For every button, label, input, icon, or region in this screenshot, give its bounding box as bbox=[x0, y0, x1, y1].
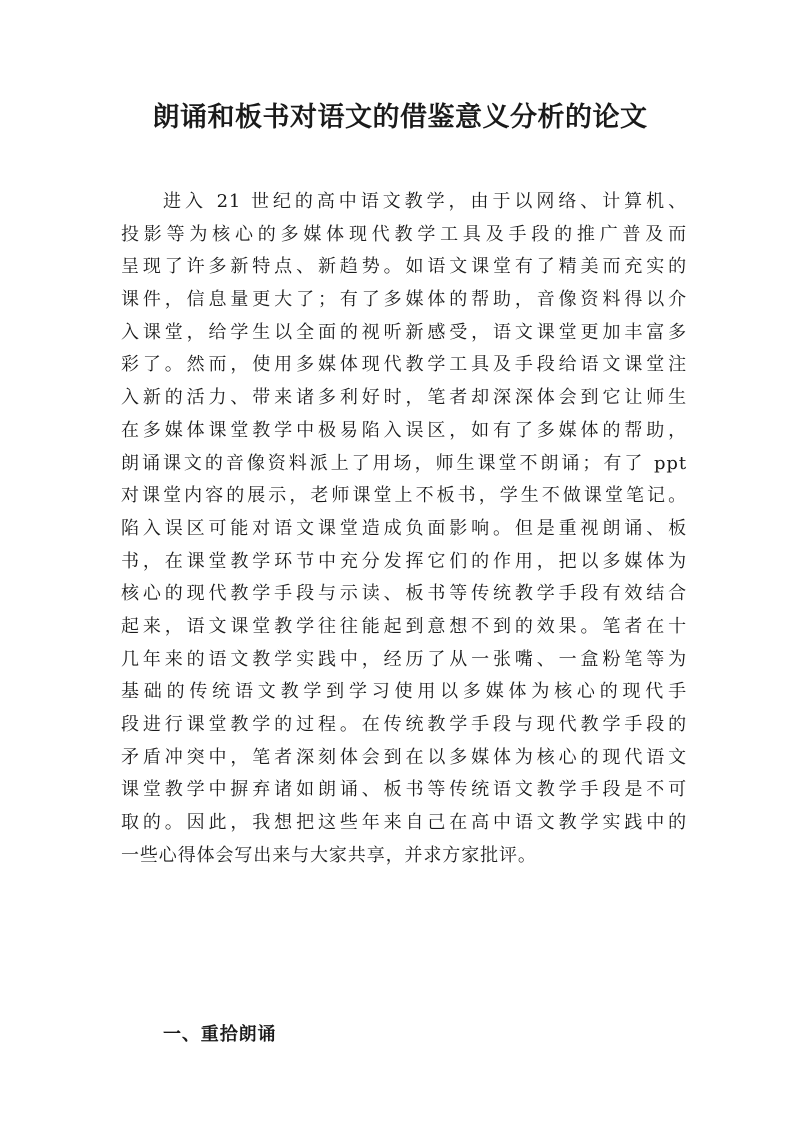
paragraph-line: 一些心得体会写出来与大家共享，并求方家批评。 bbox=[121, 844, 537, 866]
intro-paragraph bbox=[121, 186, 687, 872]
paragraph-line: 核心的现代教学手段与示读、板书等传统教学手段有效结合 bbox=[121, 583, 687, 605]
paragraph-line: 书，在课堂教学环节中充分发挥它们的作用，把以多媒体为 bbox=[121, 550, 687, 572]
paragraph-line: 在多媒体课堂教学中极易陷入误区，如有了多媒体的帮助， bbox=[121, 419, 687, 441]
paragraph-line: 课堂教学中摒弃诸如朗诵、板书等传统语文教学手段是不可 bbox=[121, 779, 687, 801]
paragraph-line: 进入 21 世纪的高中语文教学，由于以网络、计算机、 bbox=[163, 191, 687, 212]
paragraph-line: 投影等为核心的多媒体现代教学工具及手段的推广普及而 bbox=[121, 223, 687, 245]
paragraph-line: 朗诵课文的音像资料派上了用场，师生课堂不朗诵；有了 ppt bbox=[121, 452, 687, 474]
paragraph-line: 入新的活力、带来诸多利好时，笔者却深深体会到它让师生 bbox=[121, 387, 687, 409]
paragraph-line: 段进行课堂教学的过程。在传统教学手段与现代教学手段的 bbox=[121, 714, 687, 735]
paragraph-line: 对课堂内容的展示，老师课堂上不板书，学生不做课堂笔记。 bbox=[121, 485, 687, 507]
paragraph-line: 入课堂，给学生以全面的视听新感受，语文课堂更加丰富多 bbox=[121, 321, 687, 343]
paragraph-line: 起来，语文课堂教学往往能起到意想不到的效果。笔者在十 bbox=[121, 615, 687, 637]
paragraph-line: 取的。因此，我想把这些年来自己在高中语文教学实践中的 bbox=[121, 812, 687, 834]
paragraph-line: 几年来的语文教学实践中，经历了从一张嘴、一盒粉笔等为 bbox=[121, 648, 687, 670]
paragraph-line: 基础的传统语文教学到学习使用以多媒体为核心的现代手 bbox=[121, 681, 687, 703]
paragraph-line: 矛盾冲突中，笔者深刻体会到在以多媒体为核心的现代语文 bbox=[121, 746, 687, 768]
paragraph-line: 课件，信息量更大了；有了多媒体的帮助，音像资料得以介 bbox=[121, 289, 687, 311]
paragraph-line: 彩了。然而，使用多媒体现代教学工具及手段给语文课堂注 bbox=[121, 354, 687, 376]
section-heading: 一、重拾朗诵 bbox=[163, 1024, 277, 1045]
paragraph-line: 陷入误区可能对语文课堂造成负面影响。但是重视朗诵、板 bbox=[121, 517, 687, 539]
paragraph-line: 呈现了许多新特点、新趋势。如语文课堂有了精美而充实的 bbox=[121, 256, 687, 278]
document-title: 朗诵和板书对语文的借鉴意义分析的论文 bbox=[152, 102, 648, 133]
